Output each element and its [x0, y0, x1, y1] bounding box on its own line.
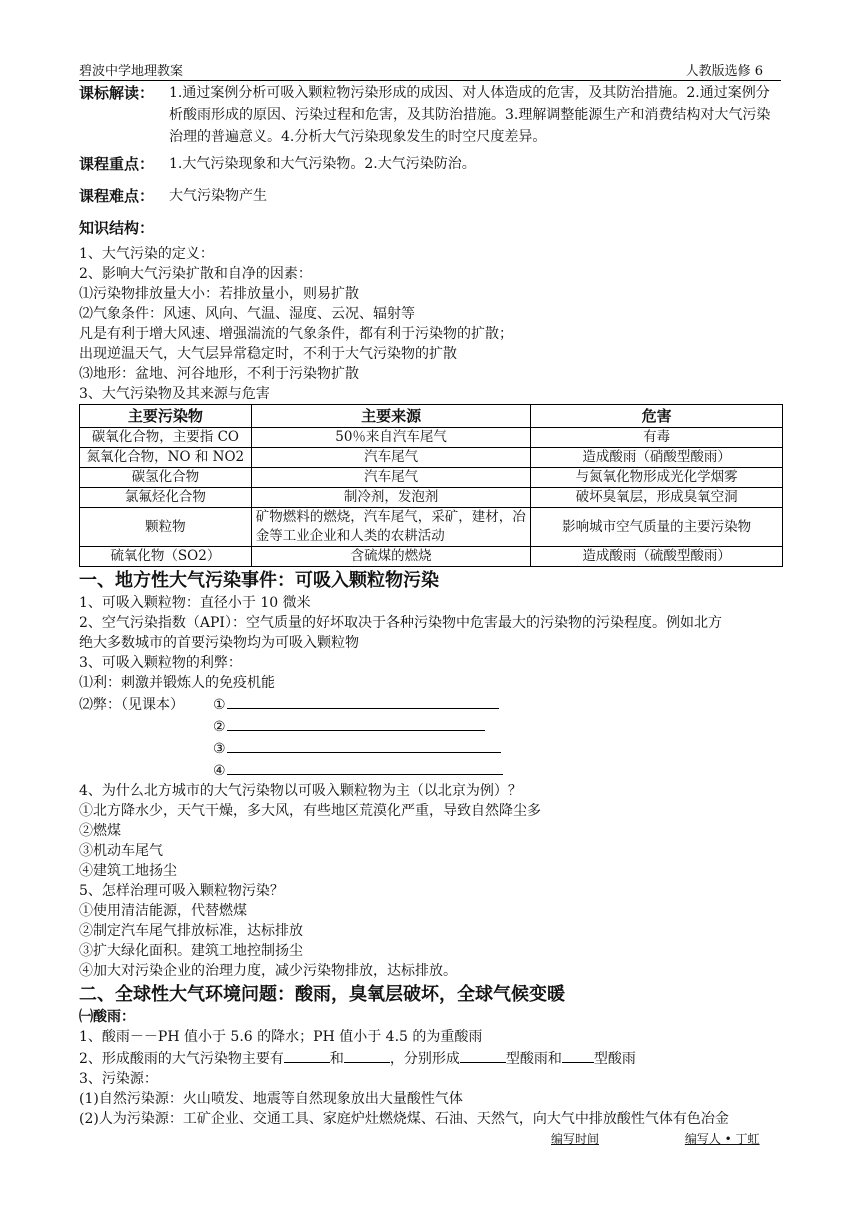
answer-blank[interactable] — [460, 1047, 506, 1063]
page-footer — [551, 1130, 760, 1147]
bi-label: ⑵弊：（见课本） — [79, 697, 184, 713]
footer-author: 编写人 • 丁虹 — [684, 1132, 760, 1146]
measure-item: ④加大对污染企业的治理力度，减少污染物排放，达标排放。 — [79, 963, 457, 979]
answer-blank[interactable] — [227, 759, 503, 775]
structure-line: 凡是有利于增大风速、增强湍流的气象条件，都有利于污染物的扩散； — [79, 326, 513, 342]
section1-line: 4、为什么北方城市的大气污染物以可吸入颗粒物为主（以北京为例）？ — [79, 783, 522, 799]
table-cell: 碳氢化合物 — [80, 468, 252, 488]
answer-blank[interactable] — [284, 1047, 330, 1063]
section1-line: ⑴利：刺激并锻炼人的免疫机能 — [79, 675, 275, 691]
document-body — [79, 82, 783, 1129]
table-cell: 影响城市空气质量的主要污染物 — [531, 508, 783, 547]
table-cell: 颗粒物 — [80, 508, 252, 547]
zhongdian-text: 1.大气污染现象和大气污染物。2.大气污染防治。 — [169, 156, 476, 172]
pollutant-table — [79, 404, 783, 567]
nandian-text: 大气污染物产生 — [169, 188, 267, 204]
footer-time-label: 编写时间 — [551, 1132, 600, 1146]
reason-item: ②燃煤 — [79, 823, 121, 839]
table-cell: 汽车尾气 — [251, 448, 531, 468]
bi-number: ④ — [213, 763, 226, 779]
table-header: 主要污染物 — [80, 405, 252, 428]
table-row — [80, 508, 783, 547]
structure-lines — [79, 244, 783, 404]
acid-rain-heading: ㈠酸雨： — [79, 1009, 135, 1025]
school-name: 碧波中学地理教案 — [79, 64, 184, 79]
table-row — [80, 468, 783, 488]
fill-text: 型酸雨和 — [505, 1051, 562, 1067]
structure-line: ⑵气象条件：风速、风向、气温、湿度、云况、辐射等 — [79, 306, 415, 322]
structure-line: 1、大气污染的定义： — [79, 246, 214, 262]
table-row — [80, 428, 783, 448]
zhishi-heading — [79, 217, 783, 239]
measure-item: ①使用清洁能源，代替燃煤 — [79, 903, 247, 919]
structure-line: ⑶地形：盆地、河谷地形，不利于污染物扩散 — [79, 366, 359, 382]
fill-text: 和 — [329, 1051, 344, 1067]
section2-line: (1)自然污染源：火山喷发、地震等自然现象放出大量酸性气体 — [79, 1091, 463, 1107]
bi-row — [79, 737, 783, 759]
fill-text: 2、形成酸雨的大气污染物主要有 — [79, 1051, 284, 1067]
fill-text: 型酸雨 — [593, 1051, 636, 1067]
structure-line: ⑴污染物排放量大小：若排放量小，则易扩散 — [79, 286, 359, 302]
section2-fill-line — [79, 1047, 783, 1069]
answer-blank[interactable] — [227, 715, 485, 731]
table-cell: 汽车尾气 — [251, 468, 531, 488]
table-header: 危害 — [531, 405, 783, 428]
answer-blank[interactable] — [227, 737, 501, 753]
answer-blank[interactable] — [344, 1047, 390, 1063]
bi-row — [79, 693, 783, 715]
structure-line: 出现逆温天气，大气层异常稳定时，不利于大气污染物的扩散 — [79, 346, 457, 362]
section2-line: 1、酸雨－－PH 值小于 5.6 的降水；PH 值小于 4.5 的为重酸雨 — [79, 1029, 483, 1045]
bi-row — [79, 715, 783, 737]
section2-line: (2)人为污染源：工矿企业、交通工具、家庭炉灶燃烧煤、石油、天然气，向大气中排放酸性气体有色冶金 — [79, 1111, 729, 1127]
structure-line: 2、影响大气污染扩散和自净的因素： — [79, 266, 312, 282]
structure-line: 3、大气污染物及其来源与危害 — [79, 386, 270, 402]
table-header: 主要来源 — [251, 405, 531, 428]
zhishi-label: 知识结构： — [79, 219, 155, 237]
bi-number: ② — [213, 719, 226, 735]
fill-text: ，分别形成 — [389, 1051, 460, 1067]
table-cell: 造成酸雨（硫酸型酸雨） — [531, 547, 783, 567]
measure-item: ③扩大绿化面积。建筑工地控制扬尘 — [79, 943, 303, 959]
table-cell: 与氮氧化物形成光化学烟雾 — [531, 468, 783, 488]
table-cell: 碳氧化合物，主要指 CO — [80, 428, 252, 448]
table-cell: 有毒 — [531, 428, 783, 448]
section1-line: 绝大多数城市的首要污染物均为可吸入颗粒物 — [79, 635, 359, 651]
edition-label: 人教版选修 6 — [685, 64, 763, 79]
section2-title: 二、全球性大气环境问题：酸雨，臭氧层破坏，全球气候变暖 — [79, 984, 565, 1005]
answer-blank[interactable] — [227, 693, 499, 709]
table-cell: 破坏臭氧层，形成臭氧空洞 — [531, 488, 783, 508]
page-header — [79, 60, 781, 81]
section1-line: 2、空气污染指数（API）：空气质量的好坏取决于各种污染物中危害最大的污染物的污染程度。例如北方 — [79, 615, 722, 631]
bi-number: ① — [213, 697, 226, 713]
bi-row — [79, 759, 783, 781]
nandian-section — [79, 185, 783, 207]
table-row — [80, 448, 783, 468]
table-cell: 氮氧化合物，NO 和 NO2 — [80, 448, 252, 468]
kebiao-section — [79, 82, 783, 148]
nandian-label: 课程难点： — [79, 187, 155, 205]
reason-item: ④建筑工地扬尘 — [79, 863, 177, 879]
section1-line: 5、怎样治理可吸入颗粒物污染？ — [79, 883, 284, 899]
table-cell: 50％来自汽车尾气 — [251, 428, 531, 448]
section1-line: 1、可吸入颗粒物：直径小于 10 微米 — [79, 595, 311, 611]
section1-line: 3、可吸入颗粒物的利弊： — [79, 655, 242, 671]
table-cell: 制冷剂，发泡剂 — [251, 488, 531, 508]
table-header-row — [80, 405, 783, 428]
table-row — [80, 547, 783, 567]
table-cell: 造成酸雨（硝酸型酸雨） — [531, 448, 783, 468]
kebiao-label: 课标解读： — [79, 84, 155, 102]
table-cell: 硫氧化物（SO2） — [80, 547, 252, 567]
section1-title: 一、地方性大气污染事件：可吸入颗粒物污染 — [79, 570, 439, 591]
answer-blank[interactable] — [562, 1047, 594, 1063]
reason-item: ①北方降水少，天气干燥，多大风，有些地区荒漠化严重，导致自然降尘多 — [79, 803, 541, 819]
table-cell: 矿物燃料的燃烧，汽车尾气，采矿，建材，冶金等工业企业和人类的农耕活动 — [251, 508, 531, 547]
reason-item: ③机动车尾气 — [79, 843, 163, 859]
bi-number: ③ — [213, 741, 226, 757]
zhongdian-label: 课程重点： — [79, 155, 155, 173]
table-row — [80, 488, 783, 508]
kebiao-text: 1.通过案例分析可吸入颗粒物污染形成的成因、对人体造成的危害，及其防治措施。2.通过案例分析酸雨形成的原因、污染过程和危害，及其防治措施。3.理解调整能源生产和消费结构对大气污染治理的普遍意义。4.分析大气污染现象发生的时空尺度差异。 — [169, 85, 771, 145]
table-cell: 氯氟烃化合物 — [80, 488, 252, 508]
zhongdian-section — [79, 153, 783, 175]
measure-item: ②制定汽车尾气排放标准，达标排放 — [79, 923, 303, 939]
table-cell: 含硫煤的燃烧 — [251, 547, 531, 567]
section2-line: 3、污染源： — [79, 1071, 158, 1087]
